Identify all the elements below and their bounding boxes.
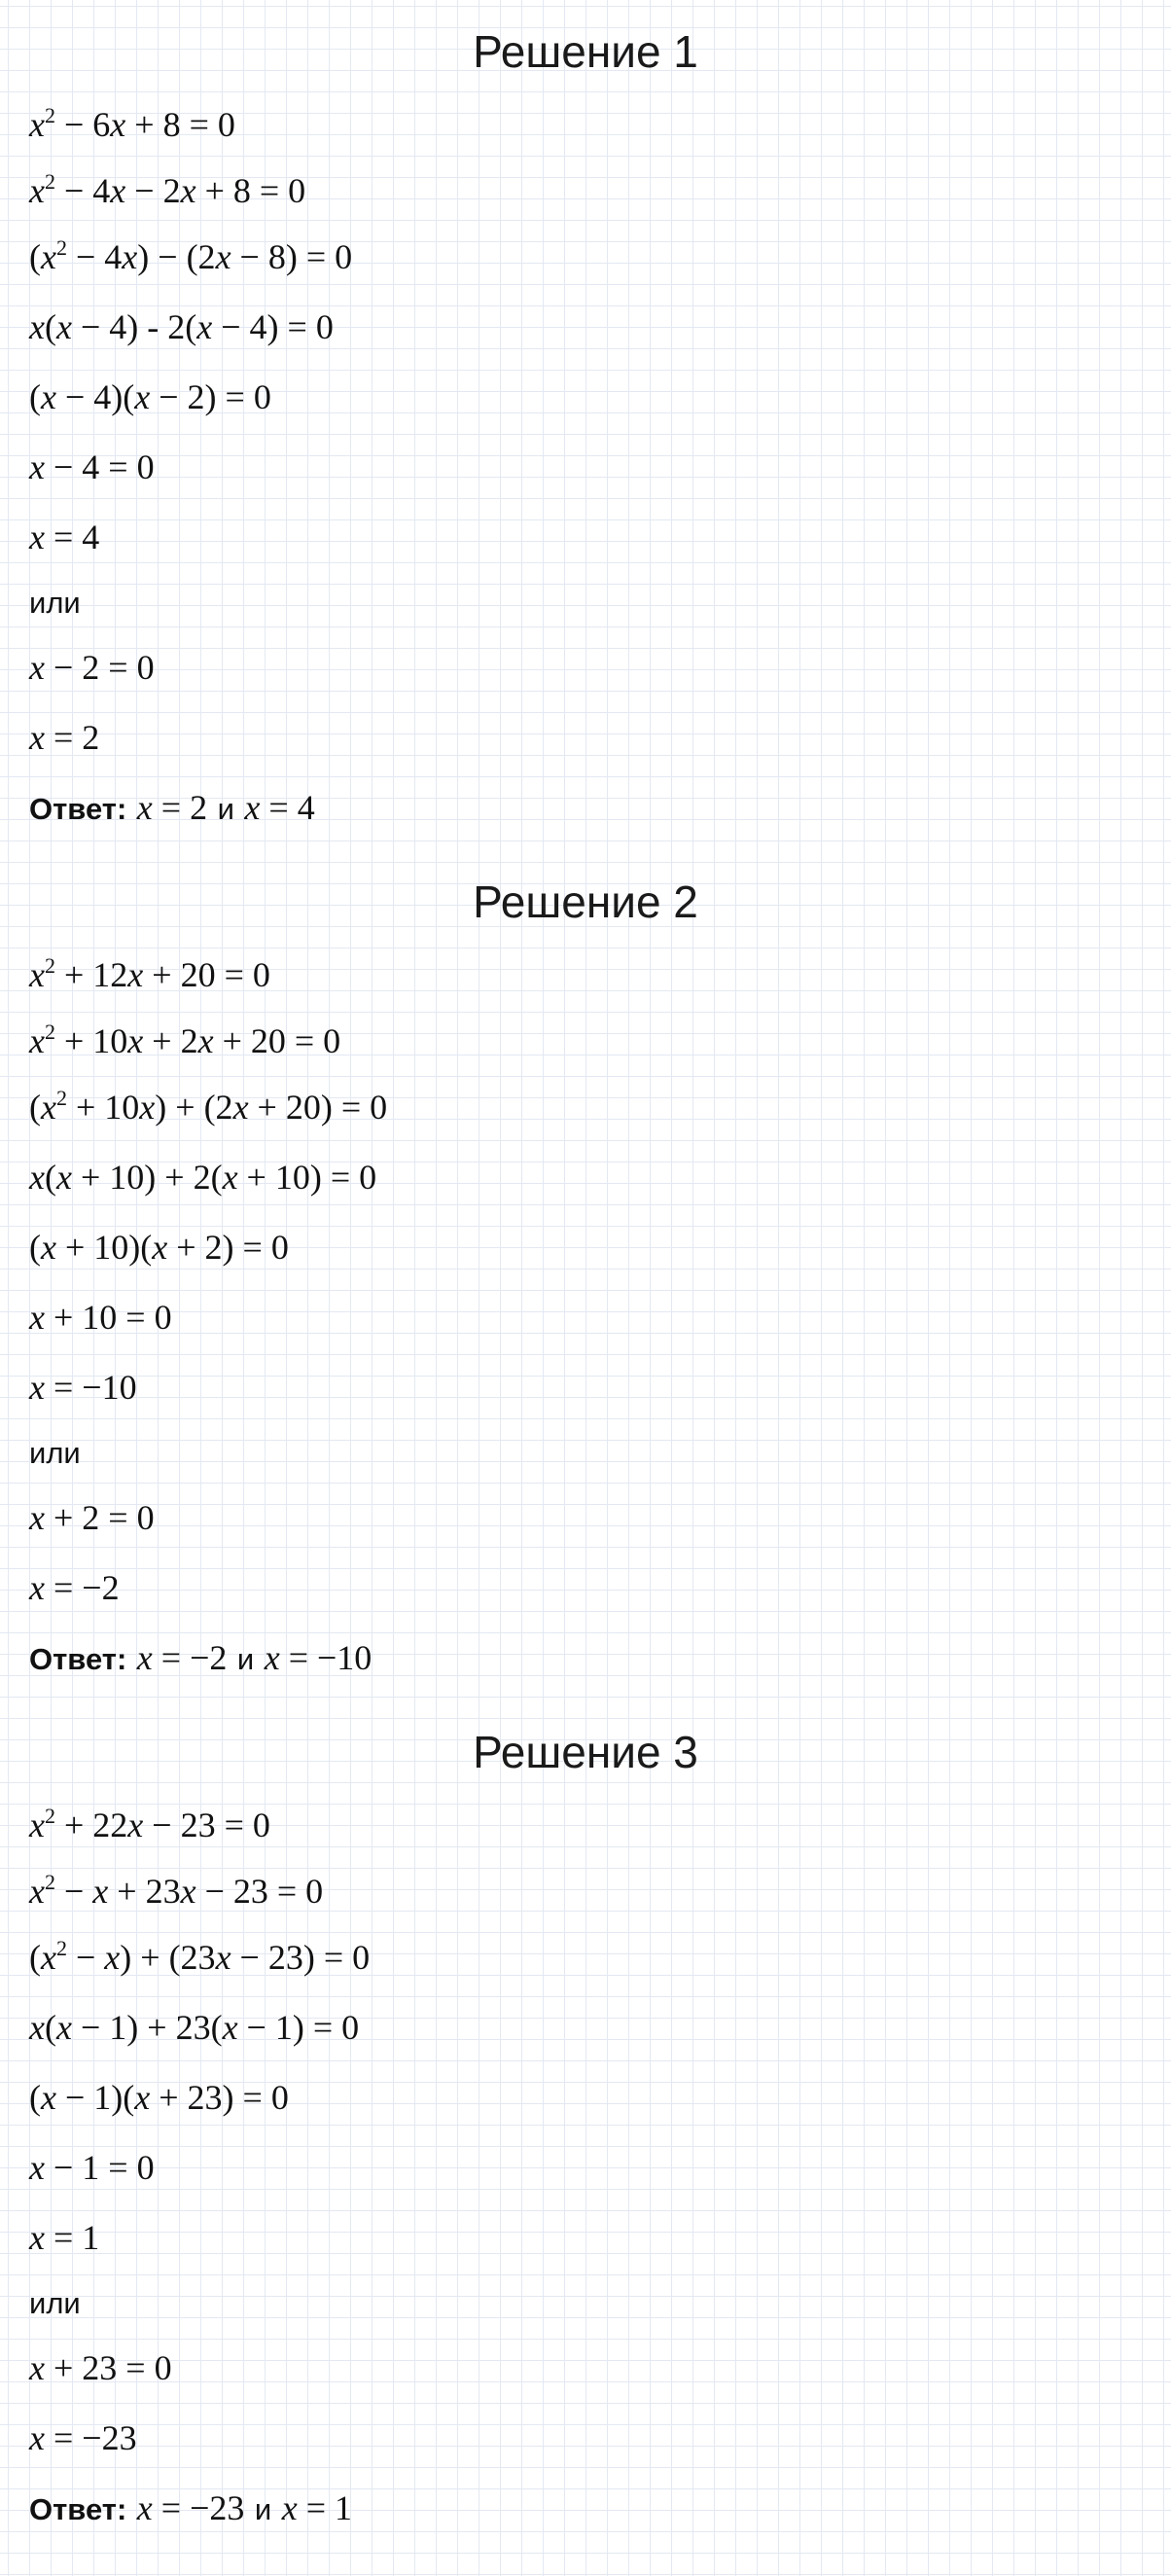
equation-step: $x^2 - 6x + 8 = 0$ <box>29 103 235 144</box>
equation-step: x + 10 = 0 <box>29 1298 172 1337</box>
equation-step: x = 2 <box>29 718 100 757</box>
section-title: Решение 1 <box>473 26 698 77</box>
answer-conjunction: и <box>254 2492 272 2526</box>
equation-step: x = −10 <box>29 1368 137 1407</box>
answer-line <box>29 1623 372 1693</box>
answer-value: x = −23 <box>136 2488 245 2527</box>
section-title: Решение 3 <box>473 1727 698 1777</box>
answer-label: Ответ: <box>29 792 127 826</box>
equation-step: x(x − 4) - 2(x − 4) = 0 <box>29 307 334 346</box>
equation-step: $(x^2 - 4x) - (2x - 8) = 0$ <box>29 235 353 276</box>
equation-step: x − 1 = 0 <box>29 2148 155 2187</box>
equation-step: x = −23 <box>29 2418 137 2457</box>
equation-step: x = 1 <box>29 2218 100 2257</box>
answer-conjunction: и <box>217 792 234 826</box>
or-text: или <box>29 586 81 620</box>
answer-value: x = −2 <box>136 1638 228 1677</box>
equation-step: $x^2 - x + 23x - 23 = 0$ <box>29 1870 324 1911</box>
equation-step: (x − 4)(x − 2) = 0 <box>29 377 271 416</box>
equation-step: x − 4 = 0 <box>29 447 155 486</box>
section-title: Решение 2 <box>473 877 698 927</box>
answer-conjunction: и <box>236 1642 255 1676</box>
or-text: или <box>29 1436 81 1470</box>
equation-step: (x − 1)(x + 23) = 0 <box>29 2078 289 2117</box>
equation-step: x = −2 <box>29 1568 120 1607</box>
answer-line <box>29 2473 352 2543</box>
equation-step: $x^2 - 4x - 2x + 8 = 0$ <box>29 169 306 210</box>
equation-step: $(x^2 + 10x) + (2x + 20) = 0$ <box>29 1086 388 1127</box>
equation-step: $x^2 + 10x + 2x + 20 = 0$ <box>29 1020 341 1060</box>
equation-step: x + 2 = 0 <box>29 1498 155 1537</box>
equation-step: $x^2 + 12x + 20 = 0$ <box>29 953 270 994</box>
equation-step: $(x^2 - x) + (23x - 23) = 0$ <box>29 1936 371 1977</box>
answer-label: Ответ: <box>29 1642 127 1676</box>
or-text: или <box>29 2286 81 2320</box>
answer-value: x = −10 <box>264 1638 373 1677</box>
answer-value: x = 2 <box>136 788 208 827</box>
equation-step: x(x + 10) + 2(x + 10) = 0 <box>29 1158 377 1197</box>
equation-step: x(x − 1) + 23(x − 1) = 0 <box>29 2008 360 2047</box>
equation-step: x = 4 <box>29 518 100 556</box>
equation-step: (x + 10)(x + 2) = 0 <box>29 1228 289 1267</box>
equation-step: $x^2 + 22x - 23 = 0$ <box>29 1804 270 1844</box>
answer-value: x = 4 <box>244 788 315 827</box>
answer-line <box>29 772 315 842</box>
equation-step: x − 2 = 0 <box>29 648 155 687</box>
answer-label: Ответ: <box>29 2492 127 2526</box>
answer-value: x = 1 <box>281 2488 352 2527</box>
equation-step: x + 23 = 0 <box>29 2348 172 2387</box>
